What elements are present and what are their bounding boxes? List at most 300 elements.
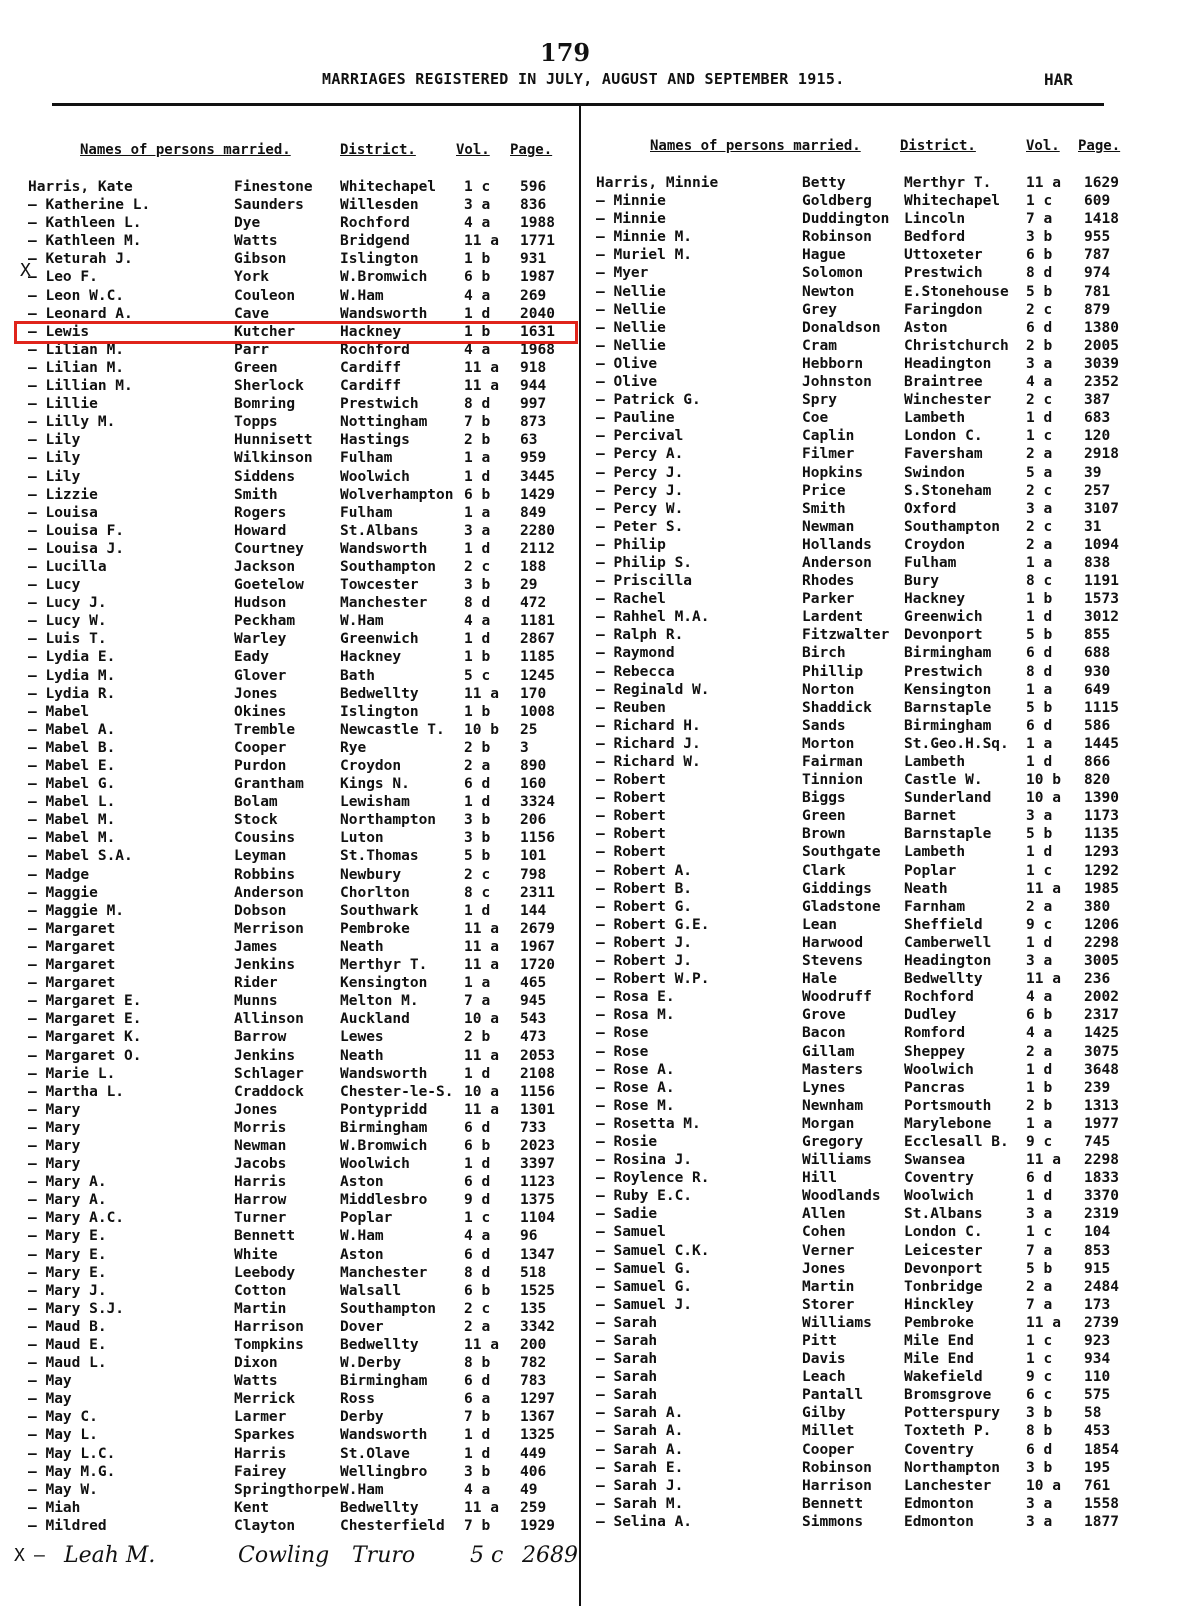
entry-page: 259 [520, 1499, 547, 1516]
entry-page: 3445 [520, 468, 555, 485]
entry-vol: 2 a [1026, 446, 1053, 463]
left-header-page: Page. [510, 142, 553, 158]
entry-vol: 7 a [1026, 1296, 1053, 1313]
entry-spouse: Howard [234, 522, 287, 539]
register-row [28, 1119, 558, 1137]
entry-vol: 3 a [1026, 355, 1053, 372]
entry-page: 2317 [1084, 1007, 1119, 1024]
entry-page: 820 [1084, 772, 1111, 789]
entry-page: 838 [1084, 554, 1111, 571]
entry-page: 2053 [520, 1047, 555, 1064]
entry-vol: 8 d [464, 396, 491, 413]
entry-page: 173 [1084, 1296, 1111, 1313]
entry-district: Marylebone [904, 1115, 992, 1132]
entry-name: — Percy J. [596, 482, 684, 499]
entry-spouse: James [234, 938, 278, 955]
entry-district: London C. [904, 428, 983, 445]
entry-spouse: Sherlock [234, 378, 304, 395]
entry-vol: 9 d [464, 1192, 491, 1209]
entry-district: Winchester [904, 392, 992, 409]
entry-district: Faringdon [904, 301, 983, 318]
entry-name: — Ralph R. [596, 627, 684, 644]
register-row [28, 1372, 558, 1390]
entry-vol: 4 a [1026, 374, 1053, 391]
register-row [28, 739, 558, 757]
entry-page: 3075 [1084, 1043, 1119, 1060]
entry-district: Woolwich [340, 468, 410, 485]
margin-dash: — [34, 1545, 45, 1566]
entry-name: — Reuben [596, 699, 666, 716]
entry-district: Headington [904, 355, 992, 372]
entry-vol: 11 a [464, 1337, 499, 1353]
entry-page: 934 [1084, 1351, 1111, 1368]
entry-vol: 10 b [1026, 772, 1061, 789]
entry-district: Coventry [904, 1170, 974, 1187]
entry-spouse: Harrison [234, 1318, 304, 1335]
entry-spouse: Jacobs [234, 1156, 287, 1173]
entry-spouse: Leach [802, 1369, 846, 1386]
entry-district: St.Geo.H.Sq. [904, 735, 1009, 752]
entry-spouse: Jones [234, 685, 278, 702]
entry-name: — Rosa E. [596, 989, 675, 1006]
entry-name: — Margaret E. [28, 993, 142, 1010]
entry-district: Pembroke [340, 920, 410, 937]
entry-vol: 3 a [1026, 953, 1053, 970]
entry-page: 783 [520, 1373, 547, 1390]
entry-page: 58 [1084, 1405, 1102, 1422]
entry-spouse: Filmer [802, 446, 855, 463]
left-header-names: Names of persons married. [80, 142, 291, 158]
entry-vol: 2 a [1026, 536, 1053, 553]
entry-vol: 2 a [1026, 1043, 1053, 1060]
right-header-names: Names of persons married. [650, 138, 861, 154]
entry-district: Newcastle T. [340, 721, 445, 738]
register-row [28, 1336, 558, 1354]
entry-page: 2867 [520, 631, 555, 648]
entry-name: — Mary J. [28, 1282, 107, 1299]
entry-spouse: Newman [802, 518, 855, 535]
entry-vol: 3 a [1026, 1495, 1053, 1512]
entry-page: 3397 [520, 1156, 555, 1173]
entry-vol: 1 c [464, 179, 491, 195]
entry-name: — Louisa [28, 504, 98, 521]
entry-district: Wandsworth [340, 1427, 428, 1444]
entry-vol: 7 b [464, 414, 491, 431]
entry-name: — Mabel S.A. [28, 848, 133, 865]
entry-spouse: Jenkins [234, 1047, 296, 1064]
entry-vol: 7 b [464, 1409, 491, 1426]
entry-district: Northampton [904, 1459, 1001, 1476]
entry-district: Prestwich [340, 396, 419, 413]
entry-spouse: Hunnisett [234, 432, 313, 449]
entry-district: W.Ham [340, 1481, 384, 1498]
entry-district: Lanchester [904, 1477, 992, 1494]
register-row [596, 1024, 1136, 1042]
register-row [596, 807, 1136, 825]
entry-vol: 1 d [1026, 754, 1053, 770]
entry-name: — Lilian M. [28, 359, 125, 376]
entry-page: 1245 [520, 667, 555, 684]
entry-spouse: Schlager [234, 1065, 304, 1082]
entry-page: 387 [1084, 392, 1111, 409]
entry-page: 2023 [520, 1137, 555, 1154]
entry-district: Dover [340, 1318, 384, 1335]
entry-page: 3370 [1084, 1188, 1119, 1205]
entry-vol: 2 a [464, 1318, 491, 1335]
entry-vol: 1 b [464, 251, 491, 268]
entry-district: Hastings [340, 432, 410, 449]
register-row [28, 486, 558, 504]
entry-vol: 7 a [1026, 211, 1053, 228]
entry-page: 855 [1084, 627, 1111, 644]
entry-spouse: Caplin [802, 428, 855, 445]
entry-vol: 10 a [1026, 790, 1061, 807]
register-row [28, 413, 558, 431]
entry-district: Croydon [904, 536, 966, 553]
register-row [28, 377, 558, 395]
entry-page: 188 [520, 558, 547, 575]
entry-vol: 5 b [464, 848, 491, 865]
entry-district: Hackney [904, 591, 966, 608]
entry-vol: 1 d [1026, 844, 1053, 861]
register-row [596, 681, 1136, 699]
entry-vol: 2 b [1026, 337, 1053, 354]
entry-district: Bedwellty [340, 1337, 419, 1353]
entry-vol: 11 a [1026, 175, 1061, 191]
entry-spouse: Williams [802, 1152, 872, 1169]
entry-vol: 7 a [1026, 1242, 1053, 1259]
entry-spouse: Duddington [802, 211, 890, 228]
register-row [596, 1169, 1136, 1187]
entry-name: — Sadie [596, 1206, 658, 1223]
register-row [596, 445, 1136, 463]
entry-spouse: Glover [234, 667, 287, 684]
entry-page: 1347 [520, 1246, 555, 1263]
right-header-page: Page. [1078, 138, 1121, 154]
entry-page: 1877 [1084, 1513, 1119, 1530]
entry-page: 1929 [520, 1517, 555, 1534]
entry-district: Wandsworth [340, 540, 428, 557]
register-row [28, 1354, 558, 1372]
entry-vol: 2 a [1026, 1278, 1053, 1295]
entry-vol: 4 a [1026, 989, 1053, 1006]
entry-district: Edmonton [904, 1513, 974, 1530]
entry-spouse: Betty [802, 175, 846, 191]
entry-vol: 2 c [464, 558, 491, 575]
entry-vol: 11 a [1026, 971, 1061, 988]
register-row [28, 1101, 558, 1119]
entry-vol: 1 c [464, 1210, 491, 1227]
entry-page: 2040 [520, 305, 555, 322]
entry-vol: 6 d [464, 1373, 491, 1390]
entry-district: Derby [340, 1409, 384, 1426]
entry-name: — Percival [596, 428, 684, 445]
entry-district: Lambeth [904, 410, 966, 427]
entry-page: 1631 [520, 323, 555, 340]
register-row [596, 825, 1136, 843]
entry-spouse: Cave [234, 305, 269, 322]
register-row [596, 862, 1136, 880]
entry-name: — Mary E. [28, 1264, 107, 1281]
entry-vol: 11 a [464, 1101, 499, 1118]
register-row [596, 192, 1136, 210]
entry-vol: 1 b [1026, 1079, 1053, 1096]
entry-spouse: Woodruff [802, 989, 872, 1006]
entry-page: 997 [520, 396, 547, 413]
entry-vol: 6 d [464, 1119, 491, 1136]
entry-district: Aston [904, 319, 948, 336]
entry-page: 269 [520, 287, 547, 304]
register-row [596, 1404, 1136, 1422]
entry-spouse: Hopkins [802, 464, 864, 481]
entry-name: — Martha L. [28, 1083, 125, 1100]
entry-name: — May L. [28, 1427, 98, 1444]
entry-vol: 1 d [1026, 1061, 1053, 1078]
entry-district: Kings N. [340, 776, 410, 793]
entry-name: — Robert [596, 772, 666, 789]
entry-spouse: Dye [234, 215, 261, 232]
entry-page: 930 [1084, 663, 1111, 680]
entry-spouse: Warley [234, 631, 287, 648]
entry-name: — Nellie [596, 283, 666, 300]
entry-name: — Samuel C.K. [596, 1242, 710, 1259]
entry-page: 63 [520, 432, 538, 449]
entry-district: Uttoxeter [904, 247, 983, 264]
entry-name: — Mary [28, 1101, 81, 1118]
entry-page: 1418 [1084, 211, 1119, 228]
entry-spouse: Cohen [802, 1224, 846, 1241]
entry-page: 2002 [1084, 989, 1119, 1006]
entry-spouse: Newman [234, 1137, 287, 1154]
entry-spouse: White [234, 1246, 278, 1263]
register-row [596, 644, 1136, 662]
entry-district: Toxteth P. [904, 1423, 992, 1440]
entry-spouse: Smith [234, 486, 278, 503]
entry-vol: 3 a [1026, 1513, 1053, 1530]
entry-name: — May [28, 1373, 72, 1390]
entry-page: 2005 [1084, 337, 1119, 354]
entry-page: 1968 [520, 341, 555, 358]
entry-vol: 1 d [464, 631, 491, 648]
entry-name: — Margaret [28, 957, 116, 974]
entry-district: W.Ham [340, 613, 384, 630]
top-rule [52, 103, 1104, 106]
entry-district: Bridgend [340, 233, 410, 250]
entry-name: — Rosie [596, 1133, 658, 1150]
entry-name: — Lily [28, 432, 81, 449]
entry-spouse: Hudson [234, 595, 287, 612]
entry-name: — Samuel G. [596, 1278, 693, 1295]
entry-spouse: Topps [234, 414, 278, 431]
register-row [596, 464, 1136, 482]
entry-vol: 1 d [464, 794, 491, 811]
entry-page: 1977 [1084, 1115, 1119, 1132]
entry-vol: 10 a [1026, 1477, 1061, 1494]
entry-name: — Mabel M. [28, 830, 116, 847]
entry-district: Chorlton [340, 884, 410, 901]
entry-district: Barnstaple [904, 699, 992, 716]
entry-vol: 8 d [1026, 265, 1053, 282]
entry-spouse: Simmons [802, 1513, 864, 1530]
register-row [28, 540, 558, 558]
register-row [596, 952, 1136, 970]
entry-page: 873 [520, 414, 547, 431]
entry-district: St.Thomas [340, 848, 419, 865]
entry-page: 1123 [520, 1174, 555, 1191]
register-row [28, 287, 558, 305]
register-row [28, 1047, 558, 1065]
entry-name: — Margaret O. [28, 1047, 142, 1064]
entry-vol: 5 a [1026, 464, 1053, 481]
entry-spouse: Rhodes [802, 573, 855, 590]
entry-page: 104 [1084, 1224, 1111, 1241]
entry-spouse: Hague [802, 247, 846, 264]
entry-vol: 11 a [1026, 880, 1061, 897]
register-row [596, 898, 1136, 916]
register-row [28, 1318, 558, 1336]
entry-page: 236 [1084, 971, 1111, 988]
entry-page: 239 [1084, 1079, 1111, 1096]
register-row [28, 1426, 558, 1444]
entry-spouse: Masters [802, 1061, 864, 1078]
entry-name: — Leon W.C. [28, 287, 125, 304]
register-row [596, 1314, 1136, 1332]
entry-vol: 6 b [464, 1137, 491, 1154]
register-row [28, 829, 558, 847]
entry-name: — Mabel E. [28, 758, 116, 774]
register-row [28, 449, 558, 467]
entry-spouse: Merrick [234, 1391, 296, 1408]
entry-page: 1104 [520, 1210, 555, 1227]
entry-name: — Marie L. [28, 1065, 116, 1082]
register-row [28, 1282, 558, 1300]
entry-district: Lewes [340, 1029, 384, 1046]
entry-district: Kensington [340, 975, 428, 992]
entry-vol: 5 b [1026, 627, 1053, 644]
entry-district: Poplar [904, 862, 957, 879]
register-row [596, 500, 1136, 518]
handwritten-vol: 5 c [470, 1543, 504, 1568]
register-row [596, 264, 1136, 282]
entry-district: St.Olave [340, 1445, 410, 1462]
entry-district: Camberwell [904, 934, 992, 951]
entry-page: 3012 [1084, 609, 1119, 626]
entry-page: 1380 [1084, 319, 1119, 336]
entry-name: — Robert G. [596, 898, 693, 915]
entry-page: 518 [520, 1264, 547, 1281]
entry-page: 836 [520, 197, 547, 214]
entry-spouse: Lardent [802, 609, 864, 626]
entry-page: 1854 [1084, 1441, 1119, 1458]
entry-name: — Robert [596, 790, 666, 807]
entry-name: — Mary S.J. [28, 1300, 125, 1317]
entry-vol: 11 a [464, 920, 499, 937]
entry-vol: 1 a [1026, 681, 1053, 698]
entry-vol: 2 a [464, 758, 491, 774]
entry-district: Northampton [340, 812, 437, 829]
entry-spouse: Stock [234, 812, 278, 829]
entry-name: — Lydia M. [28, 667, 116, 684]
entry-name: — Lilly M. [28, 414, 116, 431]
entry-name: Harris, Minnie [596, 175, 719, 191]
entry-vol: 6 d [1026, 645, 1053, 662]
entry-vol: 4 a [464, 287, 491, 304]
entry-name: — Pauline [596, 410, 675, 427]
entry-district: Headington [904, 953, 992, 970]
entry-vol: 1 d [464, 305, 491, 322]
entry-vol: 8 b [464, 1355, 491, 1372]
entry-spouse: Harrison [802, 1477, 872, 1494]
entry-district: Mile End [904, 1351, 974, 1368]
entry-name: — Louisa J. [28, 540, 125, 557]
entry-page: 2352 [1084, 374, 1119, 391]
entry-vol: 8 d [464, 1264, 491, 1281]
entry-spouse: Cotton [234, 1282, 287, 1299]
register-row [596, 1350, 1136, 1368]
entry-vol: 8 c [464, 884, 491, 901]
entry-vol: 7 a [464, 993, 491, 1010]
entry-spouse: Hill [802, 1170, 837, 1187]
entry-spouse: Bennett [234, 1228, 296, 1245]
entry-name: — Mabel [28, 703, 90, 720]
entry-name: — Raymond [596, 645, 675, 662]
entry-spouse: Watts [234, 1373, 278, 1390]
handwritten-spouse: Cowling [238, 1543, 330, 1568]
entry-district: Farnham [904, 898, 966, 915]
entry-vol: 1 c [1026, 1224, 1053, 1241]
register-row [28, 757, 558, 775]
register-row [596, 880, 1136, 898]
entry-vol: 1 a [1026, 554, 1053, 571]
entry-vol: 6 b [1026, 247, 1053, 264]
entry-spouse: Brown [802, 826, 846, 843]
entry-spouse: Dixon [234, 1355, 278, 1372]
entry-name: — Reginald W. [596, 681, 710, 698]
entry-vol: 8 d [464, 595, 491, 612]
entry-name: — Margaret [28, 975, 116, 992]
entry-name: — Sarah A. [596, 1405, 684, 1422]
entry-district: Devonport [904, 627, 983, 644]
register-row [28, 1010, 558, 1028]
entry-vol: 4 a [464, 1228, 491, 1245]
entry-vol: 4 a [464, 215, 491, 232]
entry-district: Chester-le-S. [340, 1083, 454, 1100]
entry-page: 96 [520, 1228, 538, 1245]
entry-spouse: Rogers [234, 504, 287, 521]
entry-page: 465 [520, 975, 547, 992]
entry-name: — Maggie M. [28, 902, 125, 919]
entry-name: — Margaret [28, 938, 116, 955]
entry-vol: 11 a [464, 685, 499, 702]
entry-spouse: Harris [234, 1174, 287, 1191]
entry-page: 453 [1084, 1423, 1111, 1440]
entry-page: 2108 [520, 1065, 555, 1082]
entry-spouse: Newton [802, 283, 855, 300]
entry-district: Wandsworth [340, 1065, 428, 1082]
entry-page: 2918 [1084, 446, 1119, 463]
register-row [28, 1463, 558, 1481]
register-row [596, 1296, 1136, 1314]
right-header-vol: Vol. [1026, 138, 1060, 154]
entry-spouse: Davis [802, 1351, 846, 1368]
entry-district: Hackney [340, 323, 402, 340]
entry-name: — Samuel J. [596, 1296, 693, 1313]
entry-vol: 5 b [1026, 699, 1053, 716]
entry-spouse: Tinnion [802, 772, 864, 789]
entry-spouse: Saunders [234, 197, 304, 214]
entry-spouse: Wilkinson [234, 450, 313, 467]
entry-name: — Kathleen M. [28, 233, 142, 250]
